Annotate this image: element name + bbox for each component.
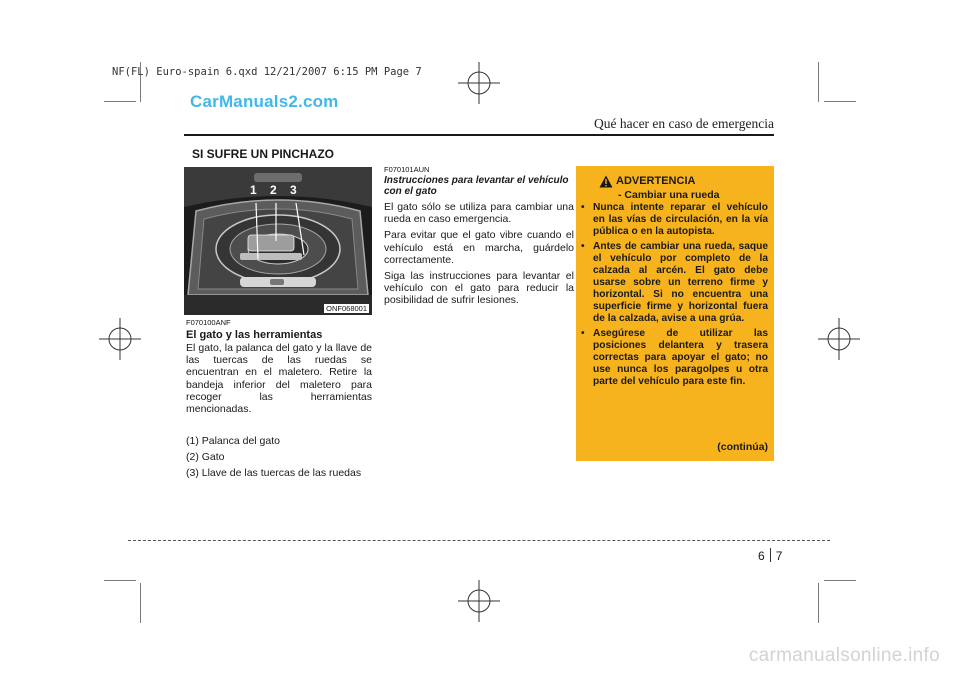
registration-mark-left bbox=[99, 318, 141, 360]
warning-list bbox=[580, 202, 768, 391]
crop-mark bbox=[818, 583, 819, 623]
bullet: • bbox=[581, 202, 585, 213]
page-separator bbox=[770, 548, 771, 562]
crop-mark bbox=[818, 62, 819, 102]
chapter-number: 6 bbox=[758, 549, 765, 563]
crop-mark bbox=[140, 583, 141, 623]
middle-paragraph: Para evitar que el gato vibre cuando el vehículo está en marcha, guárdelo correctamente. bbox=[384, 229, 574, 266]
middle-section-code: F070101AUN bbox=[384, 165, 430, 174]
middle-body bbox=[384, 201, 574, 311]
title-rule bbox=[184, 134, 774, 136]
warning-triangle-icon bbox=[599, 175, 613, 188]
left-paragraph-main: El gato, la palanca del gato y la llave de las tuercas de las ruedas se encuentran en el maletero. Retire la bandeja inferior del maletero para recoger las herramientas bbox=[186, 342, 372, 403]
list-item: (3) Llave de las tuercas de las ruedas bbox=[186, 467, 362, 479]
section-heading: SI SUFRE UN PINCHAZO bbox=[192, 147, 335, 161]
left-paragraph-last: mencionadas. bbox=[186, 403, 252, 416]
middle-subheading: Instrucciones para levantar el vehículo con el gato bbox=[384, 175, 569, 197]
file-header: NF(FL) Euro-spain 6.qxd 12/21/2007 6:15 PM Page 7 bbox=[112, 66, 422, 78]
crop-mark bbox=[104, 101, 136, 102]
registration-mark-bottom bbox=[458, 580, 500, 622]
warning-item-text: Asegúrese de utilizar las posiciones delantera y trasera correctas para apoyar el gato; no use nunca los paragolpes u otra parte del vehículo para este fin. bbox=[593, 328, 768, 387]
bullet: • bbox=[581, 328, 585, 339]
warning-item bbox=[580, 241, 768, 325]
trunk-illustration bbox=[184, 167, 372, 315]
middle-paragraph: El gato sólo se utiliza para cambiar una rueda en caso emergencia. bbox=[384, 201, 574, 226]
warning-title: ADVERTENCIA bbox=[616, 175, 696, 187]
warning-continued: (continúa) bbox=[717, 441, 768, 453]
trunk-figure bbox=[184, 167, 372, 315]
crop-mark bbox=[824, 101, 856, 102]
callout-3: 3 bbox=[290, 183, 297, 197]
crop-mark bbox=[104, 580, 136, 581]
warning-item bbox=[580, 328, 768, 388]
bottom-rule bbox=[128, 540, 830, 541]
watermark-link[interactable]: CarManuals2.com bbox=[190, 92, 339, 111]
parts-list bbox=[186, 433, 376, 481]
middle-paragraph: Siga las instrucciones para levantar el vehículo con el gato para reducir la posibilidad de sufrir lesiones. bbox=[384, 270, 574, 307]
warning-item bbox=[580, 202, 768, 238]
callout-1: 1 bbox=[250, 183, 257, 197]
crop-mark bbox=[824, 580, 856, 581]
registration-mark-top bbox=[458, 62, 500, 104]
list-item: (2) Gato bbox=[186, 451, 225, 463]
left-section-code: F070100ANF bbox=[186, 318, 231, 327]
site-footer-link[interactable]: carmanualsonline.info bbox=[748, 645, 940, 666]
chapter-title: Qué hacer en caso de emergencia bbox=[593, 116, 774, 131]
registration-mark-right bbox=[818, 318, 860, 360]
warning-box bbox=[576, 166, 774, 461]
warning-subtitle: - Cambiar una rueda bbox=[618, 189, 720, 201]
page-number bbox=[758, 548, 782, 563]
warning-item-text: Antes de cambiar una rueda, saque el vehículo por completo de la calzada al arcén. El gato debe usarse sobre un terreno firme y horizontal. Si no encuentra una superficie firme y horizontal fuera de la calzada, avise a una grúa. bbox=[593, 241, 768, 324]
figure-code: ONF068001 bbox=[326, 304, 367, 313]
left-paragraph bbox=[186, 342, 372, 415]
page-number-value: 7 bbox=[775, 549, 783, 563]
list-item: (1) Palanca del gato bbox=[186, 435, 280, 447]
bullet: • bbox=[581, 241, 585, 252]
callout-2: 2 bbox=[270, 183, 277, 197]
warning-item-text: Nunca intente reparar el vehículo en las vías de circulación, en la vía pública o en la autopista. bbox=[593, 202, 768, 237]
left-subheading: El gato y las herramientas bbox=[186, 329, 323, 341]
